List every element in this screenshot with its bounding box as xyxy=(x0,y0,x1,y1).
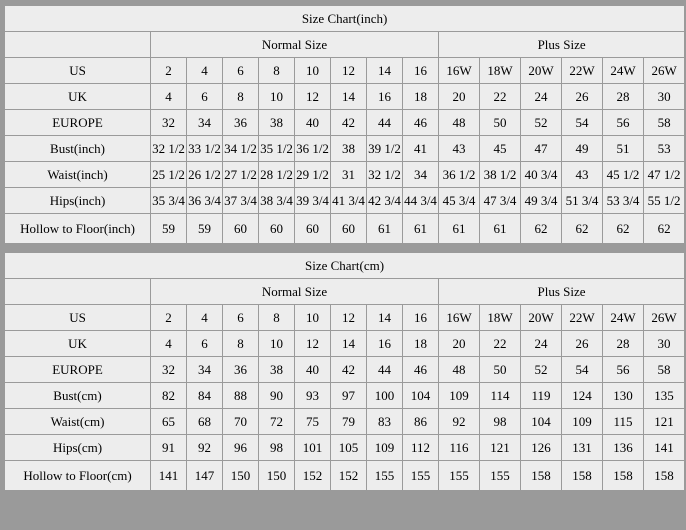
cell: 98 xyxy=(480,409,521,435)
cell: 62 xyxy=(603,214,644,244)
cell: 24 xyxy=(521,331,562,357)
cell: 152 xyxy=(331,461,367,491)
cell: 109 xyxy=(367,435,403,461)
cell: 104 xyxy=(403,383,439,409)
cell: 20W xyxy=(521,58,562,84)
cell: 40 3/4 xyxy=(521,162,562,188)
cell: 155 xyxy=(367,461,403,491)
cell: 155 xyxy=(480,461,521,491)
cell: 65 xyxy=(151,409,187,435)
cell: 32 1/2 xyxy=(367,162,403,188)
cell: 158 xyxy=(644,461,685,491)
cell: 44 xyxy=(367,357,403,383)
cell: 28 1/2 xyxy=(259,162,295,188)
cell: 56 xyxy=(603,357,644,383)
table-row xyxy=(5,409,685,435)
row-label-hollow-to-floor-cm: Hollow to Floor(cm) xyxy=(5,461,151,491)
cell: 61 xyxy=(439,214,480,244)
cell: 38 xyxy=(259,110,295,136)
cell: 30 xyxy=(644,84,685,110)
cell: 43 xyxy=(562,162,603,188)
size-chart-inch-table xyxy=(4,5,685,244)
cell: 121 xyxy=(480,435,521,461)
cell: 59 xyxy=(187,214,223,244)
cell: 52 xyxy=(521,110,562,136)
cell: 26 xyxy=(562,84,603,110)
table-row xyxy=(5,110,685,136)
cell: 34 xyxy=(187,110,223,136)
cell: 39 1/2 xyxy=(367,136,403,162)
cell: 43 xyxy=(439,136,480,162)
cell: 51 3/4 xyxy=(562,188,603,214)
cell: 4 xyxy=(151,331,187,357)
cell: 96 xyxy=(223,435,259,461)
cell: 47 xyxy=(521,136,562,162)
cell: 147 xyxy=(187,461,223,491)
cell: 54 xyxy=(562,357,603,383)
cell: 41 xyxy=(403,136,439,162)
table-row xyxy=(5,383,685,409)
size-chart-cm-table xyxy=(4,252,685,491)
cell: 48 xyxy=(439,357,480,383)
cell: 35 1/2 xyxy=(259,136,295,162)
cell: 12 xyxy=(295,84,331,110)
cell: 37 3/4 xyxy=(223,188,259,214)
cell: 93 xyxy=(295,383,331,409)
cell: 20 xyxy=(439,331,480,357)
row-label-hips-cm: Hips(cm) xyxy=(5,435,151,461)
cell: 61 xyxy=(403,214,439,244)
cell: 10 xyxy=(259,331,295,357)
size-chart-inch-block xyxy=(3,4,683,245)
table-row xyxy=(5,305,685,331)
cell: 22 xyxy=(480,331,521,357)
cell: 90 xyxy=(259,383,295,409)
cell: 114 xyxy=(480,383,521,409)
cell: 18W xyxy=(480,58,521,84)
cell: 46 xyxy=(403,357,439,383)
cell: 42 3/4 xyxy=(367,188,403,214)
cell: 62 xyxy=(562,214,603,244)
cell: 20 xyxy=(439,84,480,110)
cell: 112 xyxy=(403,435,439,461)
cell: 6 xyxy=(223,305,259,331)
cell: 54 xyxy=(562,110,603,136)
cell: 92 xyxy=(187,435,223,461)
cell: 109 xyxy=(439,383,480,409)
cell: 18W xyxy=(480,305,521,331)
cell: 8 xyxy=(223,331,259,357)
cell: 150 xyxy=(223,461,259,491)
cell: 16 xyxy=(367,84,403,110)
cell: 18 xyxy=(403,331,439,357)
cell: 16 xyxy=(403,305,439,331)
cell: 24 xyxy=(521,84,562,110)
cell: 27 1/2 xyxy=(223,162,259,188)
cell: 6 xyxy=(187,331,223,357)
chart-title-cm: Size Chart(cm) xyxy=(5,253,685,279)
cell: 29 1/2 xyxy=(295,162,331,188)
cell: 26 1/2 xyxy=(187,162,223,188)
cell: 72 xyxy=(259,409,295,435)
cell: 152 xyxy=(295,461,331,491)
cell: 56 xyxy=(603,110,644,136)
cell: 40 xyxy=(295,357,331,383)
size-chart-cm-block xyxy=(3,251,683,492)
cell: 22W xyxy=(562,305,603,331)
cell: 14 xyxy=(367,305,403,331)
cell: 75 xyxy=(295,409,331,435)
cell: 34 xyxy=(187,357,223,383)
cell: 38 xyxy=(259,357,295,383)
cell: 34 xyxy=(403,162,439,188)
row-label-bust-inch: Bust(inch) xyxy=(5,136,151,162)
cell: 70 xyxy=(223,409,259,435)
cell: 124 xyxy=(562,383,603,409)
cell: 45 1/2 xyxy=(603,162,644,188)
table-row xyxy=(5,84,685,110)
cell: 49 3/4 xyxy=(521,188,562,214)
cell: 105 xyxy=(331,435,367,461)
cell: 45 3/4 xyxy=(439,188,480,214)
cell: 104 xyxy=(521,409,562,435)
cell: 16W xyxy=(439,58,480,84)
cell: 126 xyxy=(521,435,562,461)
table-row xyxy=(5,136,685,162)
cell: 68 xyxy=(187,409,223,435)
cell: 36 3/4 xyxy=(187,188,223,214)
cell: 61 xyxy=(367,214,403,244)
table-row xyxy=(5,188,685,214)
cell: 141 xyxy=(644,435,685,461)
cell: 10 xyxy=(259,84,295,110)
cell: 58 xyxy=(644,357,685,383)
cell: 2 xyxy=(151,305,187,331)
cell: 130 xyxy=(603,383,644,409)
cell: 53 xyxy=(644,136,685,162)
cell: 158 xyxy=(603,461,644,491)
cell: 33 1/2 xyxy=(187,136,223,162)
cell: 50 xyxy=(480,357,521,383)
cell: 38 3/4 xyxy=(259,188,295,214)
table-row xyxy=(5,435,685,461)
cell: 121 xyxy=(644,409,685,435)
cell: 4 xyxy=(187,305,223,331)
cell: 136 xyxy=(603,435,644,461)
table-row xyxy=(5,461,685,491)
table-row xyxy=(5,162,685,188)
cell: 34 1/2 xyxy=(223,136,259,162)
cell: 14 xyxy=(331,331,367,357)
cell: 155 xyxy=(403,461,439,491)
cell: 16W xyxy=(439,305,480,331)
cell: 12 xyxy=(331,58,367,84)
table-row xyxy=(5,58,685,84)
cell: 6 xyxy=(187,84,223,110)
chart-title-inch: Size Chart(inch) xyxy=(5,6,685,32)
cell: 10 xyxy=(295,58,331,84)
row-label-us-cm: US xyxy=(5,305,151,331)
cell: 141 xyxy=(151,461,187,491)
cell: 49 xyxy=(562,136,603,162)
cell: 38 1/2 xyxy=(480,162,521,188)
cell: 60 xyxy=(331,214,367,244)
cell: 115 xyxy=(603,409,644,435)
cell: 58 xyxy=(644,110,685,136)
cell: 50 xyxy=(480,110,521,136)
cell: 14 xyxy=(367,58,403,84)
cell: 44 3/4 xyxy=(403,188,439,214)
cell: 26W xyxy=(644,58,685,84)
cell: 62 xyxy=(521,214,562,244)
cell: 116 xyxy=(439,435,480,461)
row-label-waist-cm: Waist(cm) xyxy=(5,409,151,435)
cell: 109 xyxy=(562,409,603,435)
cell: 38 xyxy=(331,136,367,162)
group-header-normal-cm: Normal Size xyxy=(151,279,439,305)
cell: 28 xyxy=(603,84,644,110)
cell: 8 xyxy=(223,84,259,110)
cell: 6 xyxy=(223,58,259,84)
cell: 18 xyxy=(403,84,439,110)
cell: 39 3/4 xyxy=(295,188,331,214)
table-row xyxy=(5,331,685,357)
cell: 158 xyxy=(521,461,562,491)
cell: 131 xyxy=(562,435,603,461)
cell: 158 xyxy=(562,461,603,491)
cell: 135 xyxy=(644,383,685,409)
cell: 36 1/2 xyxy=(439,162,480,188)
cell: 31 xyxy=(331,162,367,188)
row-label-europe-inch: EUROPE xyxy=(5,110,151,136)
cell: 32 xyxy=(151,357,187,383)
cell: 97 xyxy=(331,383,367,409)
row-label-bust-cm: Bust(cm) xyxy=(5,383,151,409)
cell: 155 xyxy=(439,461,480,491)
cell: 10 xyxy=(295,305,331,331)
cell: 82 xyxy=(151,383,187,409)
cell: 8 xyxy=(259,305,295,331)
group-header-plus-cm: Plus Size xyxy=(439,279,685,305)
table-row xyxy=(5,357,685,383)
cell: 16 xyxy=(403,58,439,84)
cell: 79 xyxy=(331,409,367,435)
cell: 60 xyxy=(223,214,259,244)
row-label-uk-cm: UK xyxy=(5,331,151,357)
cell: 4 xyxy=(151,84,187,110)
cell: 8 xyxy=(259,58,295,84)
cell: 61 xyxy=(480,214,521,244)
row-label-hollow-to-floor-inch: Hollow to Floor(inch) xyxy=(5,214,151,244)
cell: 88 xyxy=(223,383,259,409)
cell: 91 xyxy=(151,435,187,461)
cell: 40 xyxy=(295,110,331,136)
cell: 44 xyxy=(367,110,403,136)
cell: 60 xyxy=(295,214,331,244)
cell: 20W xyxy=(521,305,562,331)
cell: 32 1/2 xyxy=(151,136,187,162)
cell: 100 xyxy=(367,383,403,409)
cell: 22W xyxy=(562,58,603,84)
cell: 119 xyxy=(521,383,562,409)
cell: 24W xyxy=(603,58,644,84)
cell: 52 xyxy=(521,357,562,383)
row-label-europe-cm: EUROPE xyxy=(5,357,151,383)
cell: 48 xyxy=(439,110,480,136)
group-header-plus-inch: Plus Size xyxy=(439,32,685,58)
cell: 36 xyxy=(223,357,259,383)
cell: 12 xyxy=(331,305,367,331)
cell: 36 xyxy=(223,110,259,136)
cell: 25 1/2 xyxy=(151,162,187,188)
cell: 101 xyxy=(295,435,331,461)
cell: 45 xyxy=(480,136,521,162)
cell: 28 xyxy=(603,331,644,357)
corner-cell-cm xyxy=(5,279,151,305)
cell: 53 3/4 xyxy=(603,188,644,214)
cell: 14 xyxy=(331,84,367,110)
cell: 42 xyxy=(331,110,367,136)
cell: 36 1/2 xyxy=(295,136,331,162)
cell: 46 xyxy=(403,110,439,136)
corner-cell-inch xyxy=(5,32,151,58)
row-label-uk-inch: UK xyxy=(5,84,151,110)
cell: 98 xyxy=(259,435,295,461)
cell: 47 1/2 xyxy=(644,162,685,188)
row-label-us-inch: US xyxy=(5,58,151,84)
table-row xyxy=(5,214,685,244)
cell: 26W xyxy=(644,305,685,331)
cell: 84 xyxy=(187,383,223,409)
row-label-hips-inch: Hips(inch) xyxy=(5,188,151,214)
cell: 62 xyxy=(644,214,685,244)
cell: 47 3/4 xyxy=(480,188,521,214)
cell: 32 xyxy=(151,110,187,136)
cell: 22 xyxy=(480,84,521,110)
cell: 41 3/4 xyxy=(331,188,367,214)
cell: 59 xyxy=(151,214,187,244)
cell: 16 xyxy=(367,331,403,357)
cell: 42 xyxy=(331,357,367,383)
cell: 51 xyxy=(603,136,644,162)
cell: 2 xyxy=(151,58,187,84)
cell: 12 xyxy=(295,331,331,357)
cell: 24W xyxy=(603,305,644,331)
group-header-normal-inch: Normal Size xyxy=(151,32,439,58)
cell: 83 xyxy=(367,409,403,435)
cell: 60 xyxy=(259,214,295,244)
cell: 35 3/4 xyxy=(151,188,187,214)
cell: 4 xyxy=(187,58,223,84)
cell: 92 xyxy=(439,409,480,435)
cell: 86 xyxy=(403,409,439,435)
cell: 55 1/2 xyxy=(644,188,685,214)
row-label-waist-inch: Waist(inch) xyxy=(5,162,151,188)
cell: 150 xyxy=(259,461,295,491)
cell: 30 xyxy=(644,331,685,357)
cell: 26 xyxy=(562,331,603,357)
